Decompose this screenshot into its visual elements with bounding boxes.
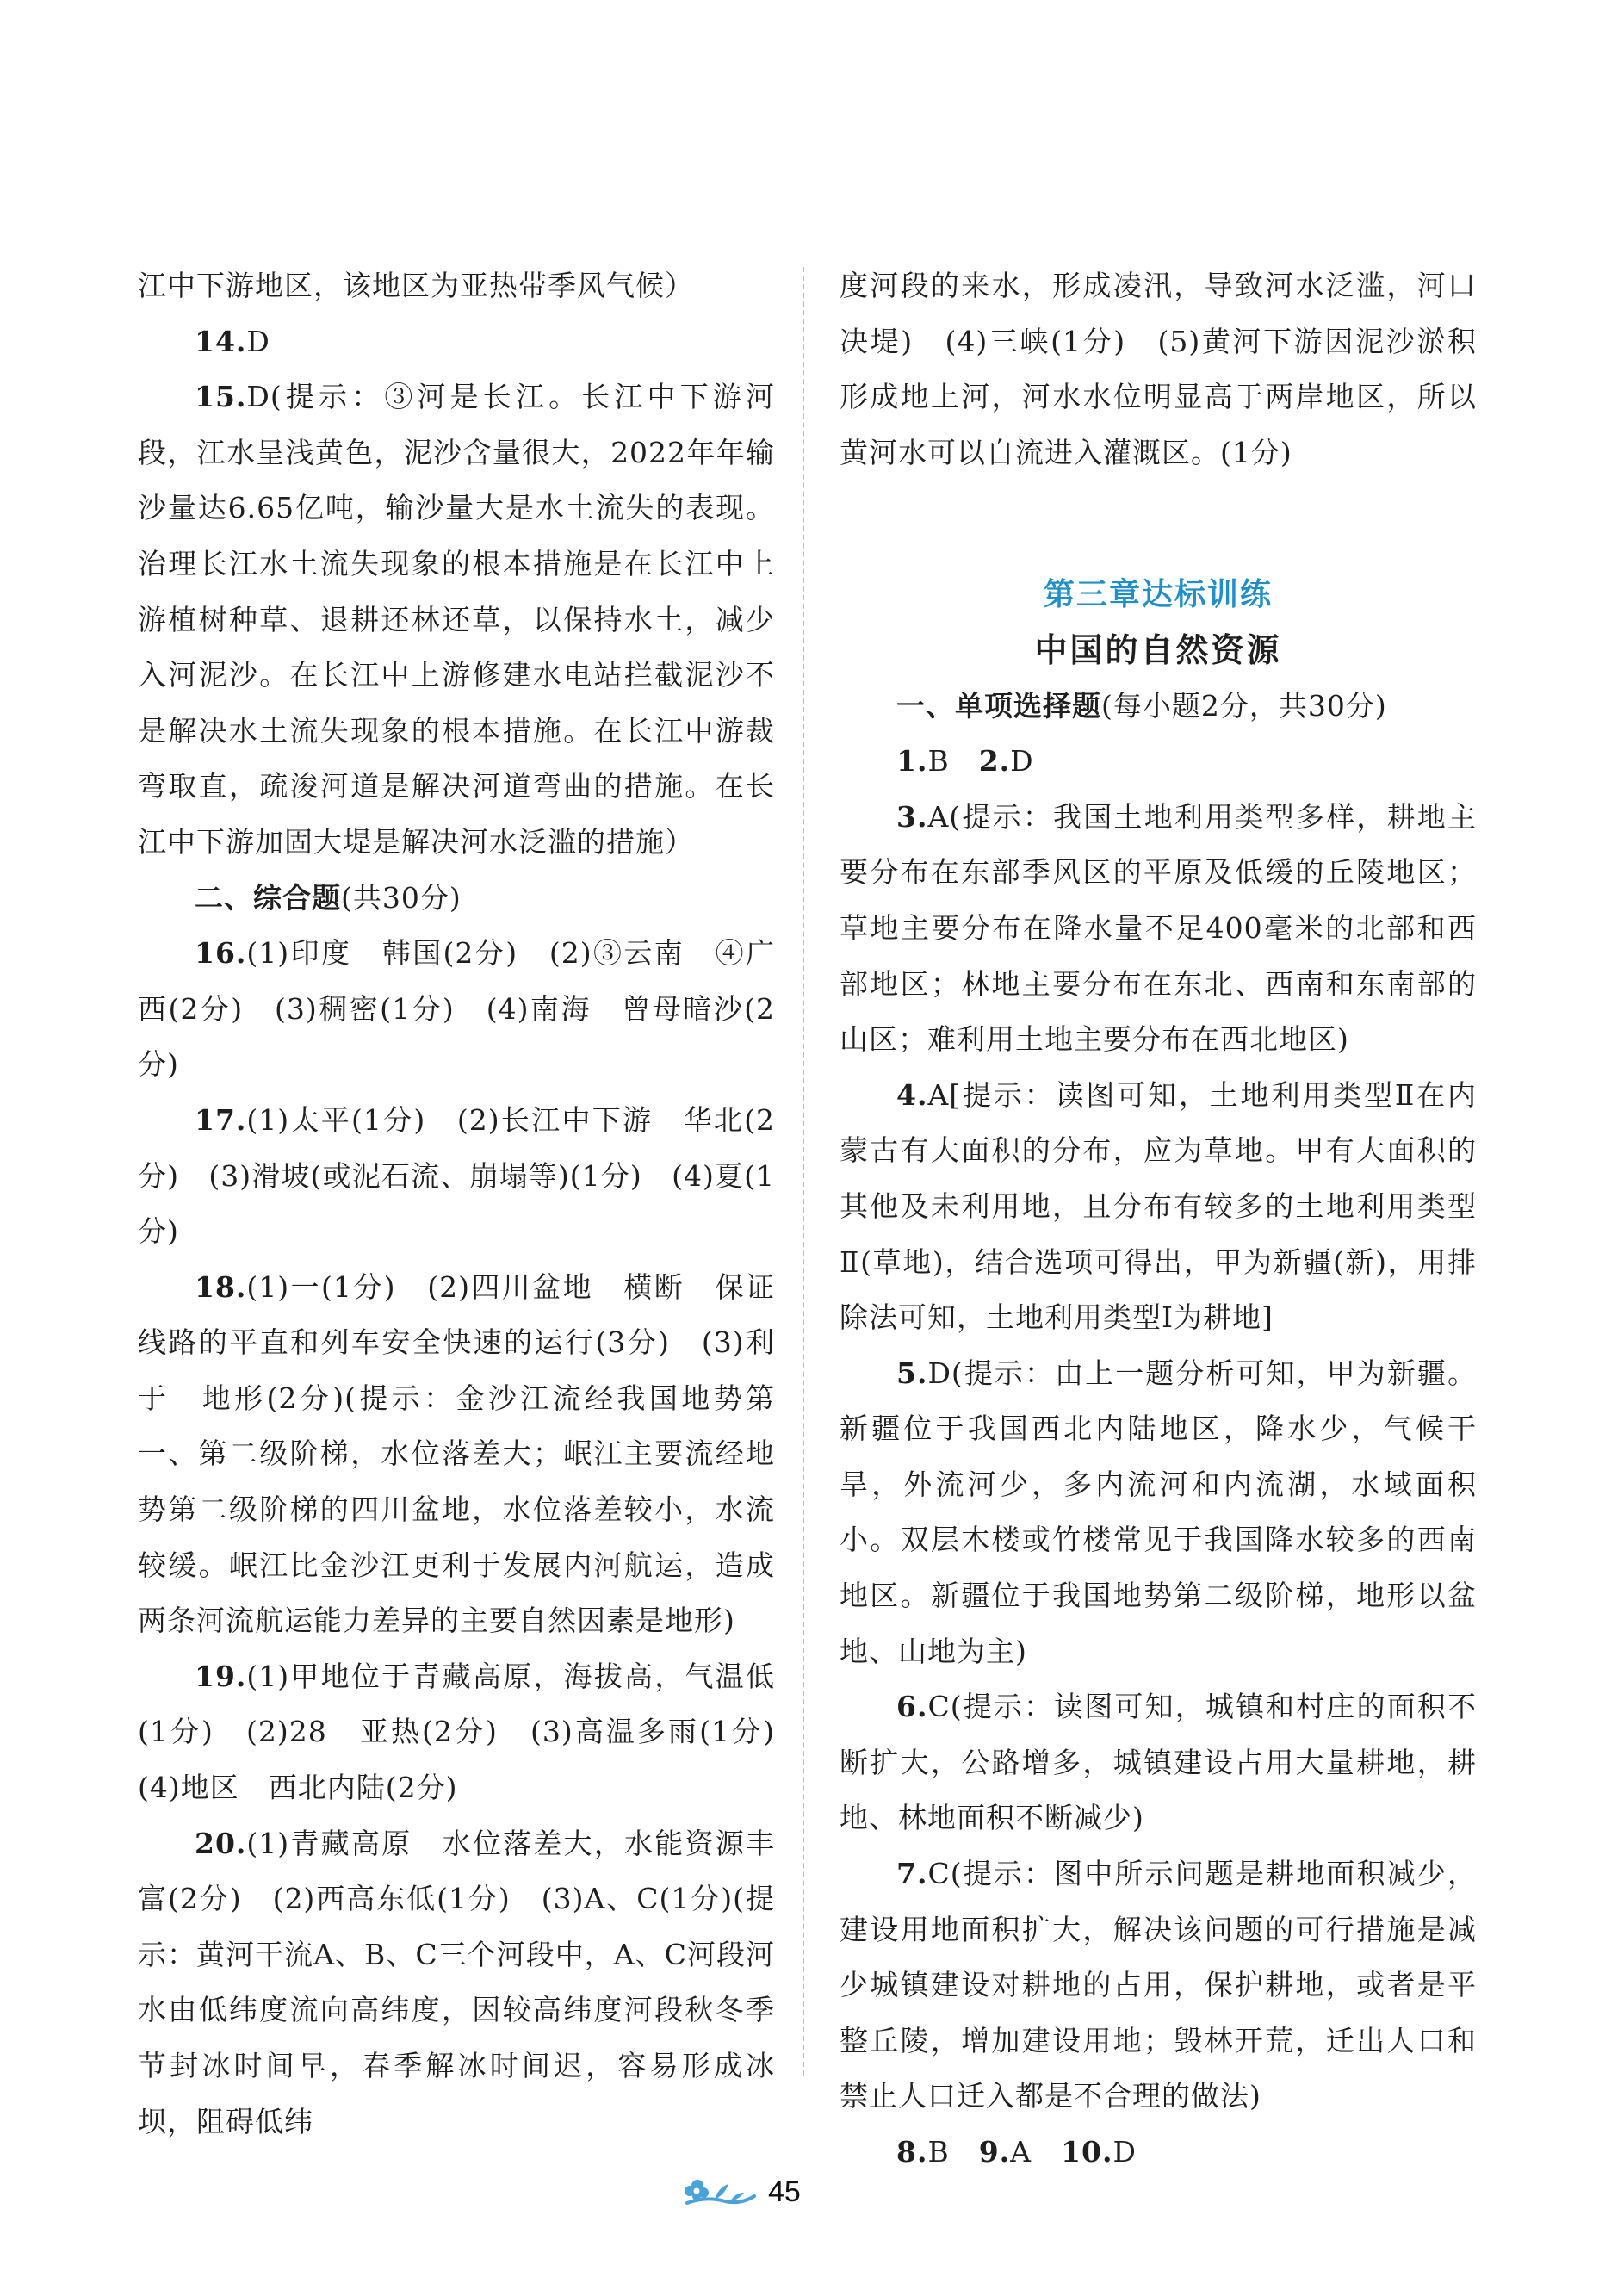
answer-number: 4. [896, 1077, 928, 1112]
answer-text: C(提示：图中所示问题是耕地面积减少，建设用地面积扩大，解决该问题的可行措施是减少城镇建设对耕地的占用，保护耕地，或者是平整丘陵，增加建设用地；毁林开荒，迁出人口和禁止人口迁入都是不合理的做法) [840, 1857, 1477, 2113]
answer-number: 7. [896, 1857, 928, 1891]
flower-logo-icon [680, 2170, 758, 2213]
chapter-title: 第三章达标训练 [1043, 576, 1273, 613]
answer-number: 17. [195, 1102, 247, 1137]
section-title: 一、单项选择题 [896, 688, 1101, 723]
answer-text: (1)太平(1分) (2)长江中下游 华北(2分) (3)滑坡(或泥石流、崩塌等)(1分) (4)夏(1分) [138, 1102, 775, 1249]
section-heading [138, 871, 775, 927]
right-column [840, 258, 1477, 2181]
answer-text: D [1010, 744, 1034, 779]
page-number: 45 [768, 2175, 801, 2208]
answer-paragraph: 江中下游地区，该地区为亚热带季风气候） [138, 269, 694, 302]
answer-text: B [927, 2135, 950, 2169]
answer-number: 20. [195, 1826, 247, 1860]
answer-text: (1)一(1分) (2)四川盆地 横断 保证线路的平直和列车安全快速的运行(3分) (3)利于 地形(2分)(提示：金沙江流经我国地势第一、第二级阶梯，水位落差大；岷江主要流经地势第二级阶梯的四川盆地，水位落差较小，水流较缓。岷江比金沙江更利于发展内河航运，造成两条河流航运能力差异的主要自然因素是地形) [138, 1269, 775, 1638]
answer-number: 2. [978, 744, 1011, 779]
answer-text: (1)甲地位于青藏高原，海拔高，气温低(1分) (2)28 亚热(2分) (3)高温多雨(1分) (4)地区 西北内陆(2分) [138, 1659, 804, 1805]
answer-text: B [927, 744, 950, 779]
answer-text: D [246, 324, 270, 358]
answer-text: (1)青藏高原 水位落差大，水能资源丰富(2分) (2)西高东低(1分) (3)A、C(1分)(提示：黄河干流A、B、C三个河段中，A、C河段河水由低纬度流向高纬度，因较高纬度河段秋冬季节封冰时间早，春季解冰时间迟，容易形成冰坝，阻碍低纬 [138, 1826, 775, 2138]
subject-title: 中国的自然资源 [1034, 630, 1282, 669]
answer-number: 15. [195, 380, 247, 414]
section-note: (每小题2分，共30分) [1101, 688, 1387, 723]
answer-number: 8. [896, 2135, 928, 2169]
answer-text: C(提示：读图可知，城镇和村庄的面积不断扩大，公路增多，城镇建设占用大量耕地，耕地、林地面积不断减少) [840, 1690, 1477, 1835]
section-heading [840, 679, 1477, 735]
answer-number: 3. [896, 799, 928, 834]
answer-15 [138, 369, 775, 870]
answer-text: A [1010, 2135, 1032, 2169]
spacer [840, 481, 1477, 567]
answer-number: 9. [978, 2135, 1011, 2169]
answer-number: 6. [896, 1690, 928, 1724]
answer-19 [138, 1649, 804, 1816]
section-note: (共30分) [341, 880, 462, 915]
answer-20 [138, 1816, 775, 2150]
answer-paragraph: 度河段的来水，形成凌汛，导致河水泛滥，河口决堤) (4)三峡(1分) (5)黄河下游因泥沙淤积形成地上河，河水水位明显高于两岸地区，所以黄河水可以自流进入灌溉区。(1分) [840, 269, 1477, 469]
answer-5 [840, 1346, 1477, 1680]
answer-3 [840, 790, 1477, 1068]
answer-number: 10. [1061, 2135, 1113, 2169]
answer-text: A[提示：读图可知，土地利用类型Ⅱ在内蒙古有大面积的分布，应为草地。甲有大面积的其他及未利用地，且分布有较多的土地利用类型Ⅱ(草地)，结合选项可得出，甲为新疆(新)，用排除法可知，土地利用类型Ⅰ为耕地] [840, 1077, 1477, 1335]
answer-text: D(提示：③河是长江。长江中下游河段，江水呈浅黄色，泥沙含量很大，2022年年输沙量达6.65亿吨，输沙量大是水土流失的表现。治理长江水土流失现象的根本措施是在长江中上游植树种草、退耕还林还草，以保持水土，减少入河泥沙。在长江中上游修建水电站拦截泥沙不是解决水土流失现象的根本措施。在长江中游裁弯取直，疏浚河道是解决河道弯曲的措施。在长江中下游加固大堤是解决河水泛滥的措施） [138, 380, 775, 859]
answer-1-2 [840, 734, 1477, 790]
answer-number: 19. [195, 1659, 247, 1693]
answer-number: 5. [896, 1356, 928, 1390]
answer-4 [840, 1068, 1477, 1346]
answer-text: A(提示：我国土地利用类型多样，耕地主要分布在东部季风区的平原及低缓的丘陵地区；草地主要分布在降水量不足400毫米的北部和西部地区；林地主要分布在东北、西南和东南部的山区；难利用土地主要分布在西北地区) [840, 799, 1477, 1057]
answer-18 [138, 1260, 775, 1649]
answer-14 [138, 314, 775, 370]
answer-16 [138, 926, 775, 1093]
answer-17 [138, 1093, 775, 1260]
answer-number: 18. [195, 1269, 247, 1304]
answer-6 [840, 1679, 1477, 1846]
answer-text: D [1112, 2135, 1137, 2169]
answer-7 [840, 1846, 1477, 2125]
answer-number: 14. [195, 324, 247, 358]
section-title: 二、综合题 [195, 880, 341, 915]
answer-8-10 [840, 2125, 1477, 2181]
answer-text: D(提示：由上一题分析可知，甲为新疆。新疆位于我国西北内陆地区，降水少，气候干旱，外流河少，多内流河和内流湖，水域面积小。双层木楼或竹楼常见于我国降水较多的西南地区。新疆位于我国地势第二级阶梯，地形以盆地、山地为主) [840, 1356, 1477, 1668]
answer-text: (1)印度 韩国(2分) (2)③云南 ④广西(2分) (3)稠密(1分) (4)南海 曾母暗沙(2分) [138, 936, 775, 1082]
answer-number: 16. [195, 936, 247, 971]
column-divider [803, 267, 804, 2076]
page-footer [680, 2162, 801, 2222]
left-column [138, 258, 804, 2150]
answer-number: 1. [896, 744, 928, 779]
